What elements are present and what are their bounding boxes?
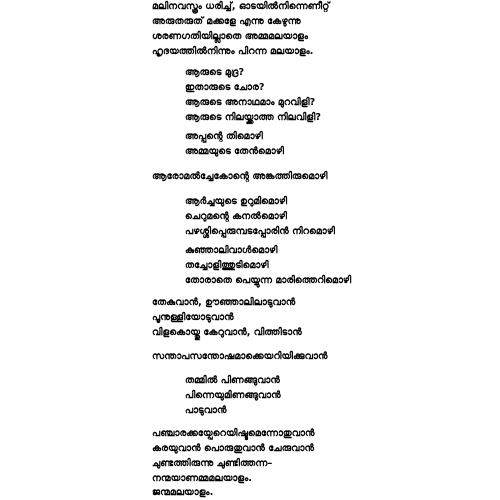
poem-line: ആരുടെ അനാഥമാം മുറവിളി? xyxy=(185,97,316,108)
poem-line: പഴശ്ശിപ്പെരുമ്പടപ്പോരിൻ നിറമൊഴി xyxy=(185,226,335,237)
poem-line: നന്മയാണമ്മമലയാളം. xyxy=(152,473,252,484)
poem-line: ആരുടെ നിലയ്ക്കാത്ത നിലവിളി? xyxy=(185,112,321,123)
poem-line: പിന്നെയുമിണങ്ങുവാൻ xyxy=(185,390,281,401)
poem-line: ആർച്ചയുടെ ഉറുമിമൊഴി xyxy=(185,196,288,207)
poem-line: പാടുവാൻ xyxy=(185,405,227,416)
poem-line: തേകുവാൻ, ഊഞ്ഞാലിലാടുവാൻ xyxy=(152,297,296,308)
poem-line: മലിനവസ്ത്രം ധരിച്ച്, ഓടയിൽനിന്നെണീറ്റ് xyxy=(152,1,330,12)
poem-line: സന്താപസന്തോഷമാക്കെയറിയിക്കുവാൻ xyxy=(152,351,328,362)
poem-line: തോരാതെ പെയ്യുന്ന മാരിത്തെറിമൊഴി xyxy=(185,275,352,286)
poem-line: ചെറുമന്റെ കനൽമൊഴി xyxy=(185,211,287,222)
poem-line: ശരണഗതിയില്ലാതെ അമ്മമലയാളം xyxy=(152,31,309,42)
poem-line: ജന്മമലയാളം. xyxy=(152,487,214,498)
poem-line: ഇതാരുടെ ചോര? xyxy=(185,82,265,93)
poem-line: ആരുടെ മുദ്ര? xyxy=(185,67,245,78)
poem-line: ആരോമൽച്ചേകോന്റെ അങ്കത്തിരുമൊഴി xyxy=(152,171,328,182)
poem-line: അപ്പന്റെ തിമൊഴി xyxy=(185,131,263,142)
poem-line: കുഞ്ഞാലിവാൾമൊഴി xyxy=(185,245,278,256)
poem-line: വിളകൊയ്തു കേറുവാൻ, വിത്തിടാൻ xyxy=(152,327,302,338)
poem-line: തമ്മിൽ പിണങ്ങുവാൻ xyxy=(185,375,280,386)
poem-line: തച്ചോളിത്തുടിമൊഴി xyxy=(185,260,269,271)
poem-line: അരുതരുത് മക്കളേ എന്നു കേഴുന്നു xyxy=(152,16,301,27)
poem-line: പഞ്ചാരക്കയ്പേറെയിഷ്ടമെന്നോതുവാൻ xyxy=(152,428,315,439)
poem-line: അമ്മയുടെ തേൻമൊഴി xyxy=(185,146,284,157)
poem-line: പൂനുള്ളിയോടുവാൻ xyxy=(152,312,234,323)
poem-line: കരയുവാൻ പൊരുതുവാൻ ചേരുവാൻ xyxy=(152,443,314,454)
poem-line: ചുണ്ടത്തിരുന്നു ചുണ്ടിത്തന്ന– xyxy=(152,458,273,469)
poem-line: ഹൃദയത്തിൽനിന്നും പിറന്ന മലയാളം. xyxy=(152,46,314,57)
